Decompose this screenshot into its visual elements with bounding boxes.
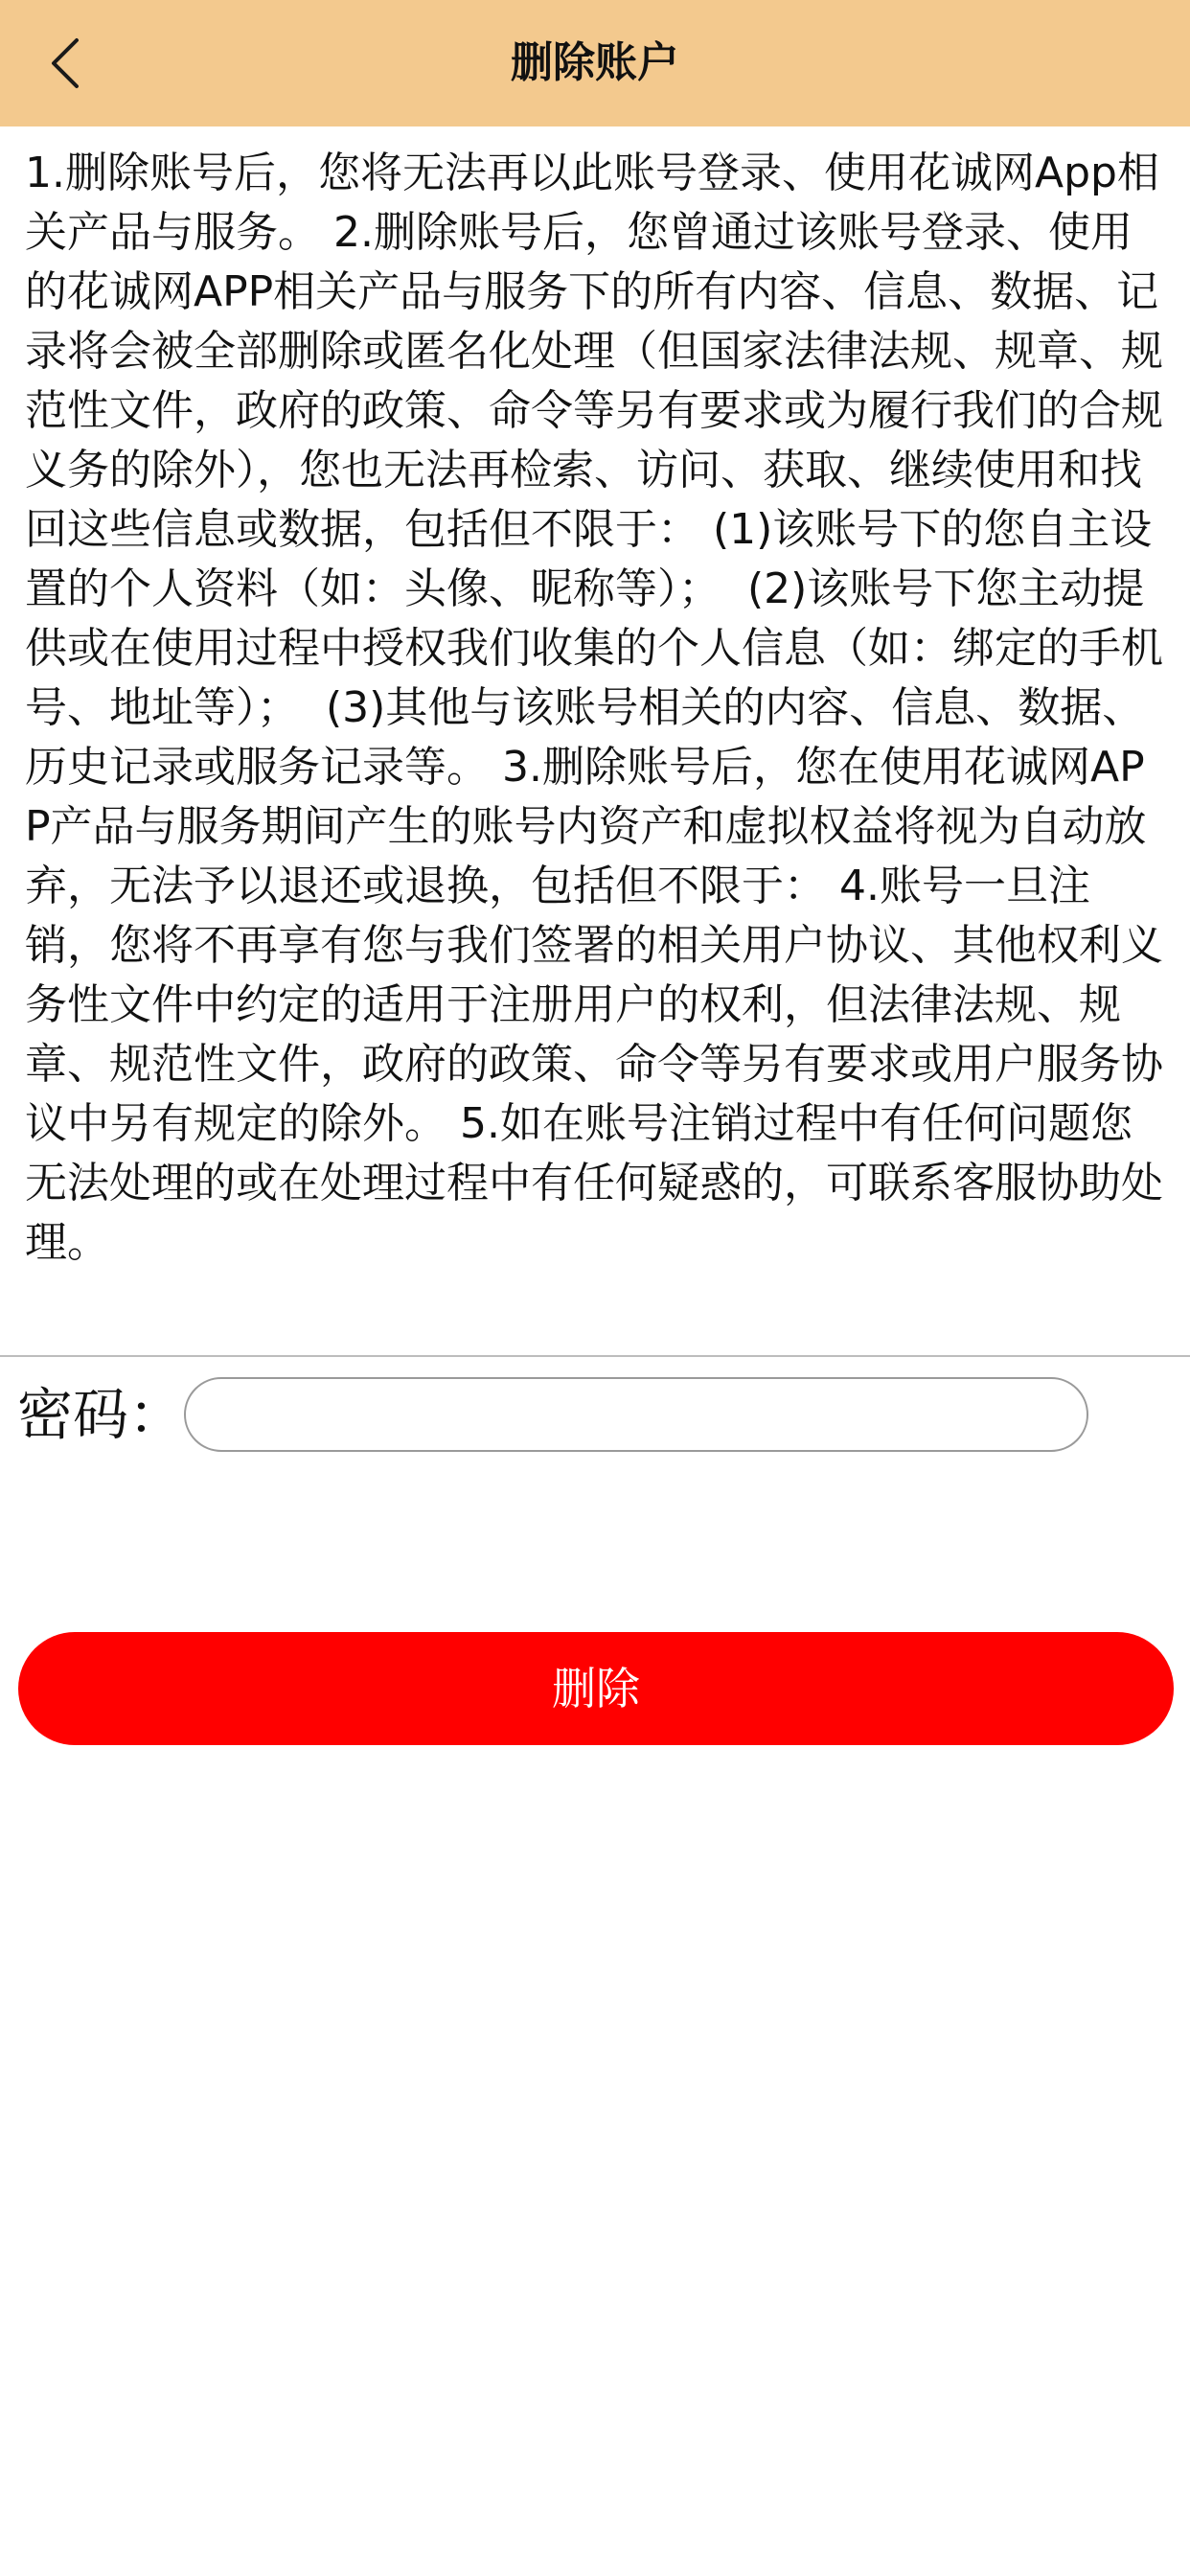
delete-button[interactable]: 删除 — [18, 1632, 1174, 1745]
password-label: 密码： — [17, 1382, 185, 1447]
deletion-notice-text: 1.删除账号后，您将无法再以此账号登录、使用花诚网App相关产品与服务。 2.删除账号后，您曾通过该账号登录、使用的花诚网APP相关产品与服务下的所有内容、信息、数据、记录将会被全部删除或匿名化处理（但国家法律法规、规章、规范性文件，政府的政策、命令等另有要求或为履行我们的合规义务的除外），您也无法再检索、访问、获取、继续使用和找回这些信息或数据，包括但不限于： (1)该账号下的您自主设置的个人资料（如：头像、昵称等）； (2)该账号下您主动提供或在使用过程中授权我们收集的个人信息（如：绑定的手机号、地址等）； (3)其他与该账号相关的内容、信息、数据、历史记录或服务记录等。 3.删除账号后，您在使用花诚网APP产品与服务期间产生的账号内资产和虚拟权益将视为自动放弃，无法予以退还或退换，包括但不限于： 4.账号一旦注销，您将不再享有您与我们签署的相关用户协议、其他权利义务性文件中约定的适用于注册用户的权利，但法律法规、规章、规范性文件，政府的政策、命令等另有要求或用户服务协议中另有规定的除外。 5.如在账号注销过程中有任何问题您无法处理的或在处理过程中有任何疑惑的，可联系客服协助处理。 — [25, 149, 1163, 1267]
page-title: 删除账户 — [511, 38, 679, 87]
password-input[interactable] — [184, 1377, 1088, 1452]
top-bar — [0, 0, 1190, 126]
divider — [0, 1355, 1190, 1357]
